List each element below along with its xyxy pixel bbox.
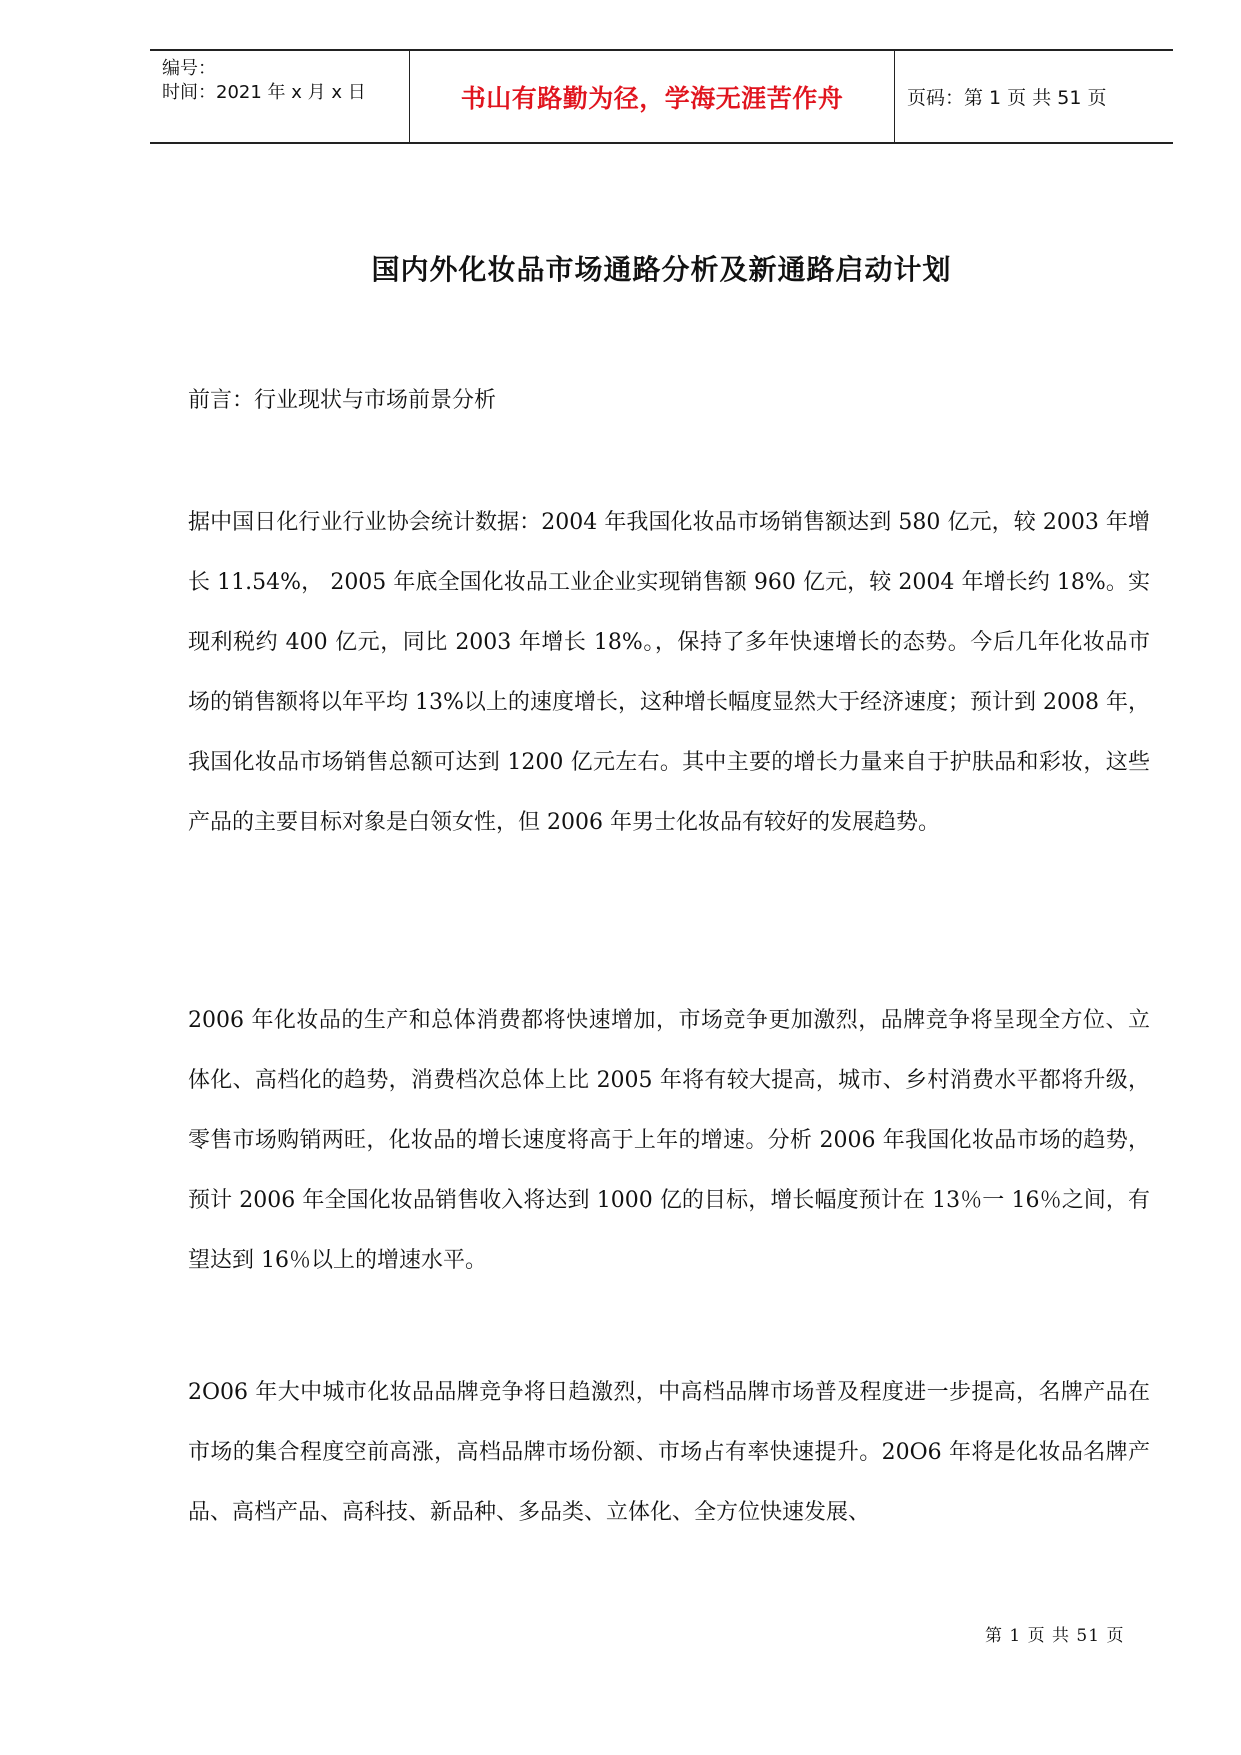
document-title: 国内外化妆品市场通路分析及新通路启动计划 bbox=[371, 253, 952, 286]
header-motto: 书山有路勤为径，学海无涯苦作舟 bbox=[410, 51, 895, 142]
page-header bbox=[150, 49, 1173, 144]
header-page-info: 页码：第 1 页 共 51 页 bbox=[907, 87, 1107, 109]
document-number-label: 编号： bbox=[162, 58, 216, 79]
body-paragraph-3: 2O06 年大中城市化妆品品牌竞争将日趋激烈，中高档品牌市场普及程度进一步提高，名牌产品在市场的集合程度空前高涨，高档品牌市场份额、市场占有率快速提升。20O6 年将是化妆品名牌产品、高档产品、高科技、新品种、多品类、立体化、全方位快速发展、 bbox=[188, 1380, 1150, 1525]
page-footer: 第 1 页 共 51 页 bbox=[985, 1626, 1125, 1646]
body-paragraph-2: 2006 年化妆品的生产和总体消费都将快速增加，市场竞争更加激烈，品牌竞争将呈现全方位、立体化、高档化的趋势，消费档次总体上比 2005 年将有较大提高，城市、乡村消费水平都将升级，零售市场购销两旺，化妆品的增长速度将高于上年的增速。分析 2006 年我国化妆品市场的趋势，预计 2006 年全国化妆品销售收入将达到 1000 亿的目标，增长幅度预计在 13％一 16％之间，有望达到 16％以上的增速水平。 bbox=[188, 1008, 1150, 1273]
body-paragraph-1: 据中国日化行业行业协会统计数据：2004 年我国化妆品市场销售额达到 580 亿元，较 2003 年增长 11.54%， 2005 年底全国化妆品工业企业实现销售额 960 亿元，较 2004 年增长约 18%。实现利税约 400 亿元，同比 2003 年增长 18%。，保持了多年快速增长的态势。今后几年化妆品市场的销售额将以年平均 13%以上的速度增长，这种增长幅度显然大于经济速度；预计到 2008 年，我国化妆品市场销售总额可达到 1200 亿元左右。其中主要的增长力量来自于护肤品和彩妆，这些产品的主要目标对象是白领女性，但 2006 年男士化妆品有较好的发展趋势。 bbox=[188, 510, 1150, 835]
section-heading: 前言：行业现状与市场前景分析 bbox=[188, 388, 497, 413]
header-meta-cell bbox=[150, 51, 410, 142]
document-time-label: 时间：2021 年 x 月 x 日 bbox=[162, 82, 366, 103]
